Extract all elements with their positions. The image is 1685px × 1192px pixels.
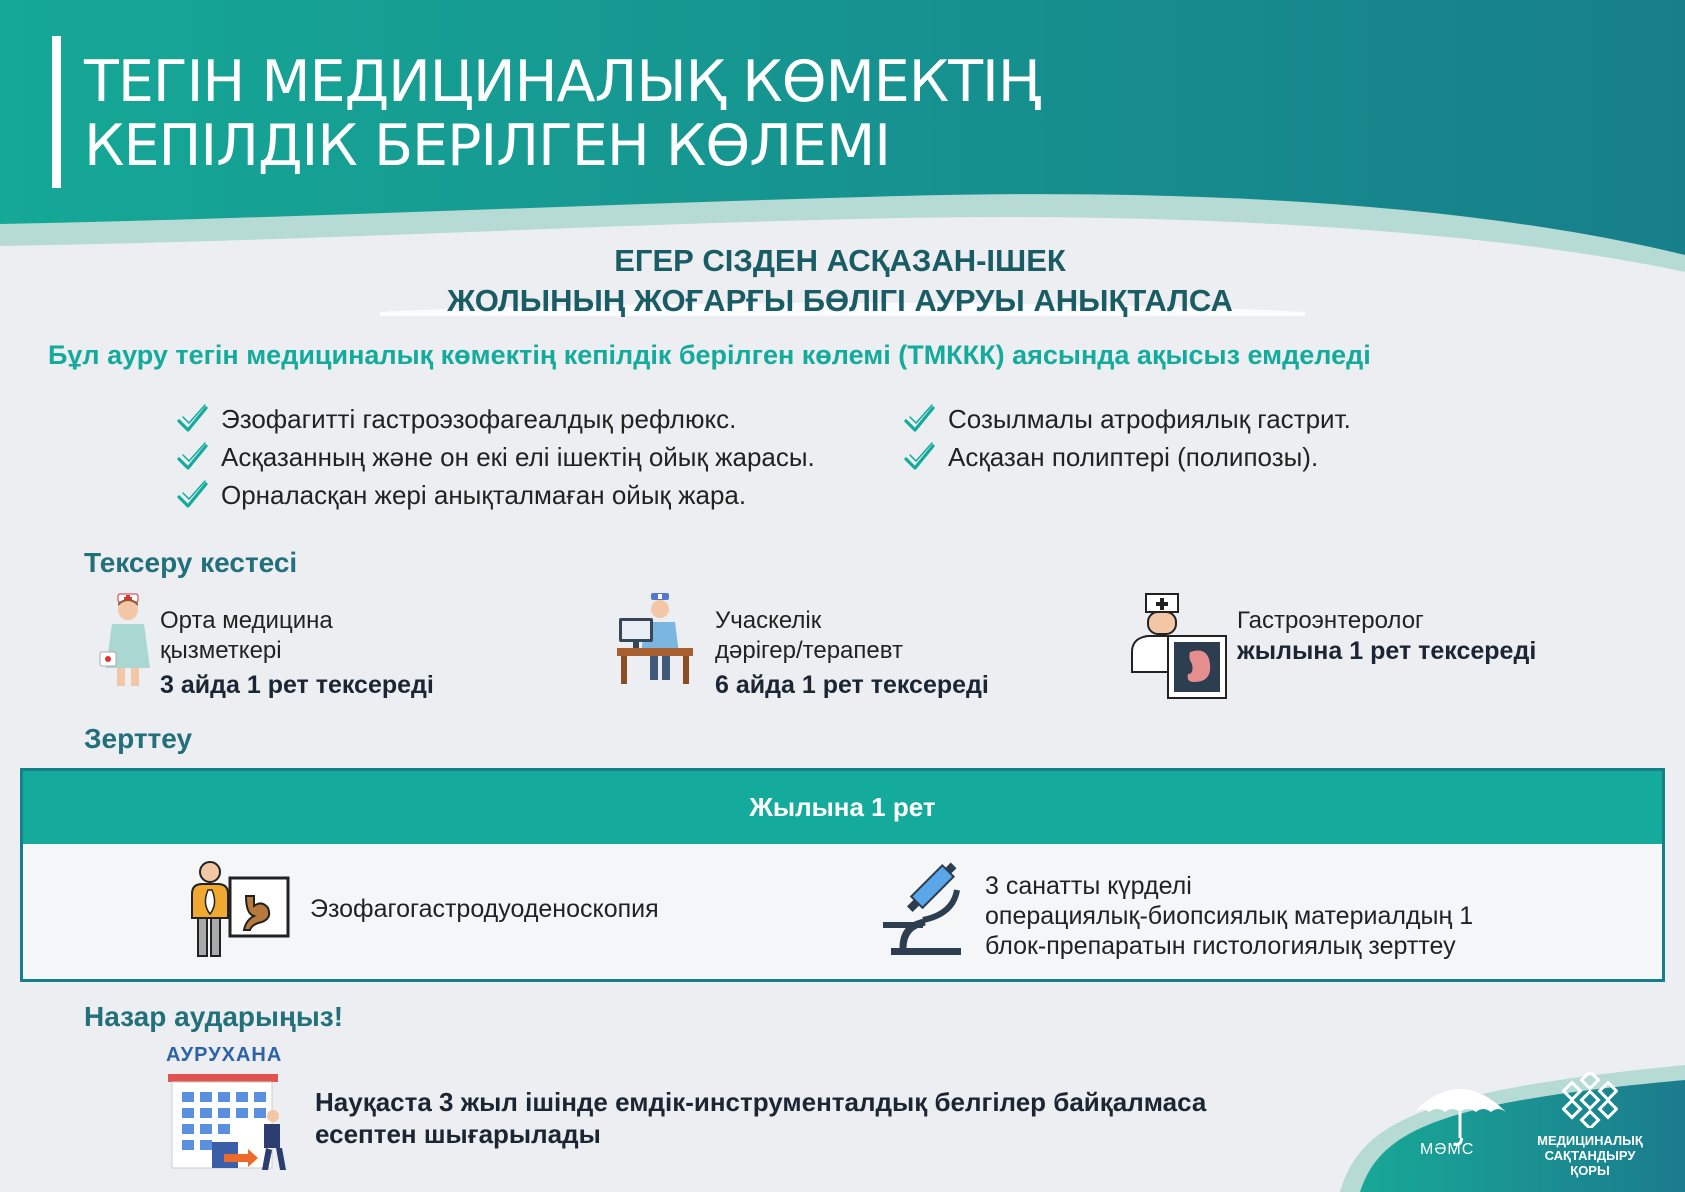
- research-frequency: Жылына 1 рет: [23, 771, 1662, 844]
- condition-item: [175, 478, 746, 512]
- check-icon: [175, 402, 209, 436]
- research-item-histology: [985, 871, 1473, 961]
- role-label: Учаскелік: [715, 607, 822, 634]
- hospital-icon: [168, 1072, 286, 1172]
- note-line-2: есептен шығарылады: [315, 1119, 601, 1149]
- microscope-icon: [883, 860, 967, 956]
- fund-line: ҚОРЫ: [1570, 1163, 1610, 1178]
- frequency-label: 3 айда 1 рет тексереді: [160, 671, 434, 699]
- fund-line: САҚТАНДЫРУ: [1544, 1148, 1636, 1163]
- research-heading: Зерттеу: [84, 723, 193, 754]
- condition-text: Эзофагитті гастроэзофагеалдық рефлюкс.: [221, 403, 737, 434]
- subtitle-line-1: ЕГЕР СІЗДЕН АСҚАЗАН-ІШЕК: [614, 243, 1066, 278]
- condition-text: Орналасқан жері анықталмаған ойық жара.: [221, 479, 747, 510]
- frequency-label: жылына 1 рет тексереді: [1237, 637, 1537, 665]
- mams-logo-text: МӘМС: [1420, 1141, 1475, 1158]
- schedule-heading: Тексеру кестесі: [84, 547, 298, 578]
- nurse-icon: [98, 592, 158, 688]
- schedule-item-nurse: [160, 606, 434, 700]
- schedule-item-therapist: [715, 606, 989, 700]
- subtitle-line-2: ЖОЛЫНЫҢ ЖОҒАРҒЫ БӨЛІГІ АУРУЫ АНЫҚТАЛСА: [447, 283, 1233, 318]
- role-label: Орта медицина: [160, 607, 333, 634]
- fund-snowflake-logo: [1562, 1072, 1618, 1128]
- condition-item: [902, 402, 1351, 436]
- condition-item: [175, 440, 815, 474]
- title-accent-bar: [52, 36, 61, 188]
- intro-text: Бұл ауру тегін медициналық көмектің кепілдік берілген көлемі (ТМККК) аясында ақысыз емделеді: [48, 340, 1371, 370]
- research-text: операциялық-биопсиялық материалдың 1: [985, 902, 1474, 930]
- role-label: дәрігер/терапевт: [715, 637, 903, 664]
- attention-note: [315, 1086, 1206, 1150]
- fund-logo-text: [1530, 1133, 1650, 1178]
- fund-line: МЕДИЦИНАЛЫҚ: [1537, 1133, 1643, 1148]
- endoscopy-icon: [190, 860, 290, 958]
- attention-heading: Назар аударыңыз!: [84, 1001, 344, 1032]
- note-line-1: Науқаста 3 жыл ішінде емдік-инструменталдық белгілер байқалмаса: [315, 1087, 1207, 1117]
- check-icon: [902, 440, 936, 474]
- research-item-egds: [310, 894, 659, 924]
- title-line-1: ТЕГІН МЕДИЦИНАЛЫҚ КӨМЕКТІҢ: [84, 49, 1040, 115]
- check-icon: [175, 440, 209, 474]
- title-line-2: КЕПІЛДІК БЕРІЛГЕН КӨЛЕМІ: [84, 113, 891, 179]
- condition-text: Асқазанның және он екі елі ішектің ойық жарасы.: [221, 441, 815, 472]
- check-icon: [902, 402, 936, 436]
- condition-text: Созылмалы атрофиялық гастрит.: [948, 403, 1351, 434]
- gastroenterologist-icon: [1128, 592, 1228, 702]
- section-subtitle: [380, 241, 1300, 321]
- condition-text: Асқазан полиптері (полипозы).: [948, 441, 1319, 472]
- condition-item: [175, 402, 736, 436]
- role-label: Гастроэнтеролог: [1237, 607, 1424, 634]
- condition-item: [902, 440, 1318, 474]
- research-text: блок-препаратын гистологиялық зерттеу: [985, 932, 1456, 960]
- frequency-label: 6 айда 1 рет тексереді: [715, 671, 989, 699]
- role-label: қызметкері: [160, 637, 282, 664]
- therapist-icon: [617, 592, 693, 688]
- research-text: 3 санатты күрделі: [985, 872, 1192, 900]
- schedule-item-gastroenterologist: [1237, 606, 1536, 666]
- check-icon: [175, 478, 209, 512]
- page-title: [84, 50, 1040, 178]
- research-text: Эзофагогастродуоденоскопия: [310, 895, 659, 923]
- hospital-label: АУРУХАНА: [166, 1044, 283, 1066]
